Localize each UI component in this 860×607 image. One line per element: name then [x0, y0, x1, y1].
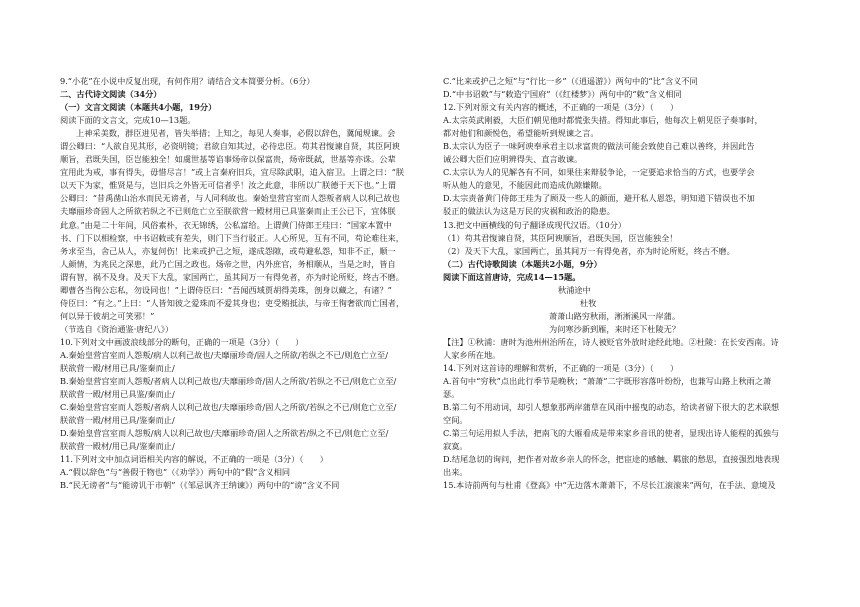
right-column-line: （1）苟其君愎谏自贤，其臣阿谀顺旨，君既失国，臣岂能独全！: [443, 232, 678, 243]
left-column-line: 朕欲营一殿/材用已具鉴/秦而止/: [60, 389, 175, 400]
left-column-line: A.秦始皇营宫室而人怨叛/病人以利己故也/夫靡丽珍奇/固人之所欲/若纵之不已/则危亡立至/: [60, 349, 389, 360]
poem-author: 杜牧: [580, 297, 597, 308]
right-column-line: 12.下列对原文有关内容的概述，不正确的一项是（3分）（ ）: [443, 102, 679, 113]
right-column-line: C.太宗认为人的见解各有不同，如果往来辩驳争论，一定要追求恰当的方式，也要学会: [443, 167, 755, 178]
left-column-line: D.秦始皇营宫室而人怨叛/病人以利己故也/夫靡丽珍奇/固人之所欲若/纵之不已/则危亡立至/: [60, 428, 389, 439]
left-column-line: 以天下为家，惟贤是与，岂旧兵之外皆无可信者乎！汝之此意，非所以广朕德于天下也。”上谓: [60, 180, 396, 191]
left-column-line: 11.下列对文中加点词语相关内容的解说，不正确的一项是（3分）（ ）: [60, 454, 328, 465]
right-column-line: 都对他们和颜悦色，希望能听到规谏之言。: [443, 128, 599, 139]
right-column-line: A.首句中“穷秋”点出此行季节是晚秋；“萧萧”二字既形容落叶纷纷，也兼写山路上秋雨之萧: [443, 376, 772, 387]
poem-line: 为问寒沙新到雁，来时还下杜陵无？: [549, 323, 681, 334]
left-column-line: 公卿曰：“昔禹凿山治水而民无谤者，与人同利故也。秦始皇营宫室而人怨叛者病人以利己故也: [60, 193, 400, 204]
right-column-line: C.第三句运用拟人手法，把南飞的大雁看成是带来家乡音讯的使者，显现出诗人能程的孤独与: [443, 428, 780, 439]
left-column-line: 务求至当，舍己从人，亦复何伤！比来或护己之短，遂成怨隙，或苟避私怨，知非不正，顺一: [60, 245, 396, 256]
right-column-line: B.太宗认为臣子一味阿谀奉承君主以求富贵的做法可能会致使自己难以善终，并因此告: [443, 141, 755, 152]
left-column-line: 二、古代诗文阅读（34分）: [60, 89, 162, 100]
left-column-line: （一）文言文阅读（本题共4小题，19分）: [60, 102, 217, 113]
right-column-line: A.太宗英武刚毅，大臣们朝见他时都慌张失措。得知此事后，他每次上朝见臣子奏事时，: [443, 115, 763, 126]
left-column-line: 侍臣曰：“有之。”上曰：“人皆知彼之爱珠而不爱其身也；吏受贿抵法，与帝王徇奢欲而亡国者，: [60, 297, 405, 308]
poem-title: 秋浦途中: [558, 284, 591, 295]
right-column-line: 13.把文中画横线的句子翻译成现代汉语。（10分）: [443, 219, 627, 230]
right-column-line: 寂寞。: [443, 441, 468, 452]
left-column-line: 何以异于彼胡之可笑邪！”: [60, 310, 155, 321]
right-column-line: 驳正的做法认为这是万民的灾祸和政治的隐患。: [443, 206, 615, 217]
left-column-line: 9.“小花”在小说中反复出现，有何作用？请结合文本简要分析。（6分）: [60, 76, 315, 86]
left-column-line: 朕欲营一殿/材用已具/鉴秦而止/: [60, 415, 175, 426]
left-column-line: 朕欲营一殿材/用已具/鉴秦而止/: [60, 441, 175, 452]
right-column-line: B.第二句不用动词，却引人想象那两岸蒲草在风雨中摇曳的动态，给读者留下很大的艺术联想: [443, 402, 780, 413]
right-column-line: D.太宗责备黄门侍郎王珪为了顾及一些人的颜面，避开私人恩怨，明知道下错误也不加: [443, 193, 755, 204]
left-column-line: 人颜情，为兆民之深患，此乃亡国之政也。炀帝之世，内外庶官，务相顺从，当是之时，皆自: [60, 258, 396, 269]
left-column-line: 书、门下以相检察，中书诏敕或有差失，则门下当行驳正。人心所见，互有不同，苟论难往来，: [60, 232, 404, 243]
right-column-line: （二）古代诗歌阅读（本题共2小题，9分）: [443, 258, 602, 269]
right-column: [443, 75, 799, 493]
right-column-line: 听从他人的意见，不能因此而造成仇隙嫌隙。: [443, 180, 607, 191]
right-column-line: 【注】①秋浦：唐时为池州州治所在，诗人被贬官外放时途经此地。②杜陵：在长安西南。诗: [443, 336, 779, 347]
right-column-line: C.“比来或护己之短”与“行比一乡”（《逍遥游》）两句中的“比”含义不同: [443, 76, 698, 86]
left-column-line: 夫靡丽珍奇固人之所欲若纵之不已则危亡立至朕欲营一殿材用已具鉴秦而止王公已下，宜体朕: [60, 206, 396, 217]
left-column-line: B.秦始皇营宫室而人怨叛/者病人以利己故也/夫靡丽珍奇/固人之所欲/若纵之不已/则危亡立至/: [60, 376, 397, 387]
left-column-line: 谓有智，祸不及身。及天下大乱，家国两亡，虽其间万一有得免者，亦为时论所贬，终古不磨。: [60, 271, 404, 282]
left-column-line: 顺旨，君既失国，臣岂能独全！如虞世基等谄事炀帝以保富贵，炀帝既弑，世基等亦诛。公辈: [60, 154, 396, 165]
left-column-line: A.“假以辞色”与“善假于物也”（《劝学》）两句中的“假”含义相同: [60, 467, 291, 478]
left-column-line: 宜用此为戒，事有得失，毋惜尽言！”或上言秦府旧兵，宜尽除武职，追入宿卫。上谓之曰：“朕: [60, 167, 405, 178]
left-column-line: （节选自《资治通鉴·唐纪八》）: [60, 323, 174, 334]
right-column-line: 人家乡所在地。: [443, 349, 501, 360]
left-column-line: 阅读下面的文言文，完成10—13题。: [60, 115, 196, 126]
right-column-line: （2）及天下大乱，家国两亡，虽其间万一有得免者，亦为时论所贬，终古不磨。: [443, 245, 735, 256]
right-column-line: 诫公卿大臣们应明辨得失、直言敢谏。: [443, 154, 583, 165]
left-column-line: 上神采美数，群臣进见者，皆失举措；上知之，每见人奏事，必假以辞色，冀闻规谏。会: [76, 128, 396, 139]
right-column-line: 空间。: [443, 415, 468, 426]
right-column-line: 瑟。: [443, 389, 460, 400]
left-column-line: 卿曹各当徇公忘私，勿设同也！”上谓侍臣曰：“吾闻西域贾胡得美珠，剖身以藏之，有诸？”: [60, 284, 392, 295]
left-column: [60, 75, 415, 493]
left-column-line: 10.下列对文中画波浪线部分的断句，正确的一项是（3分）（ ）: [60, 336, 304, 347]
left-column-line: 谓公卿曰：“人欲自见其形，必资明镜；君欲自知其过，必待忠臣。苟其君愎谏自贤，其臣阿谀: [60, 141, 400, 152]
left-column-line: C.秦始皇营宫室而人怨叛/者病人以利己故也/夫靡丽珍奇/固人之所欲/若纵之不已/则危亡立至/: [60, 402, 397, 413]
right-column-line: D.“中书诏敕”与“敕造宁国府”（《红楼梦》）两句中的“敕”含义相同: [443, 89, 682, 100]
right-column-line: 15.本诗前两句与杜甫《登高》中“无边落木萧萧下，不尽长江滚滚来”两句，在手法、意境及: [443, 480, 776, 491]
right-column-line: 阅读下面这首唐诗，完成14—15题。: [443, 271, 581, 282]
right-column-line: 14.下列对这首诗的理解和赏析，不正确的一项是（3分）（ ）: [443, 363, 679, 374]
right-column-line: D.结尾急切的询问，把作者对故乡亲人的怀念，把宦途的感触、羁旅的愁思，直接强烈地表现: [443, 454, 780, 465]
left-column-line: B.“民无谤者”与“能谤讥于市朝”（《邹忌讽齐王纳谏》）两句中的“谤”含义不同: [60, 480, 340, 491]
left-column-line: 此意。”由是二十年间，风俗素朴，衣无锦绣，公私富给。上谓黄门侍郎王珪曰：“国家本置中: [60, 219, 392, 230]
left-column-line: 朕欲营一殿/材用已具/鉴秦而止/: [60, 363, 175, 374]
right-column-line: 出来。: [443, 467, 468, 478]
poem-line: 萧萧山路穷秋雨，淅淅溪风一岸蒲。: [549, 310, 681, 321]
